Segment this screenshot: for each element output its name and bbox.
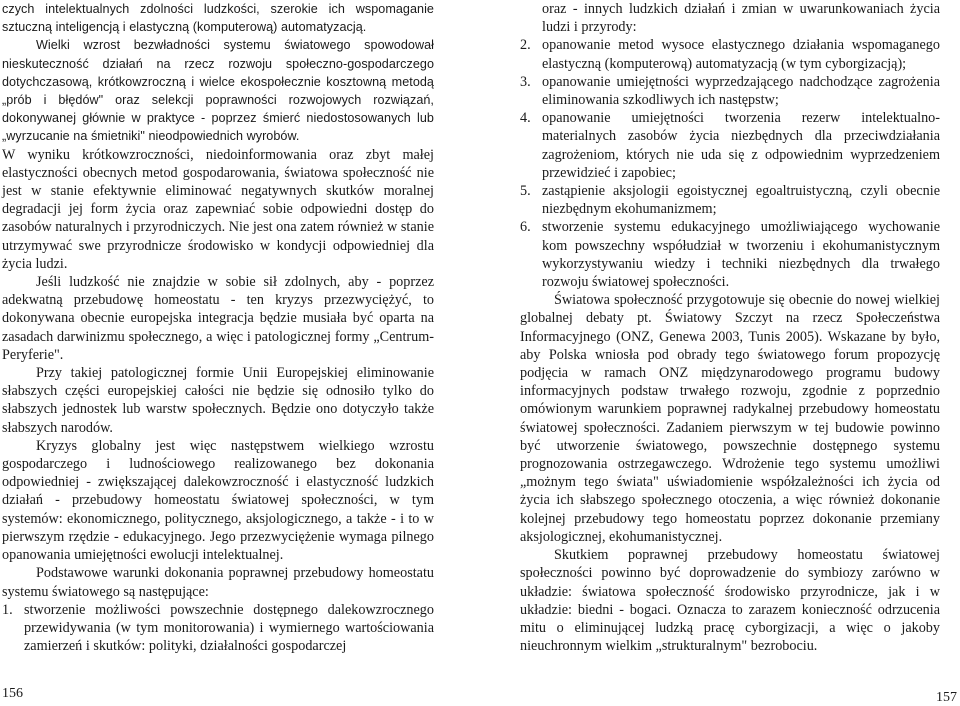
conditions-list [2,601,434,656]
list-item-text: opanowanie umiejętności wyprzedzającego nadchodzące zagrożenia eliminowania szkodliwych ich następstw; [542,73,940,109]
page-number: 157 [936,690,957,705]
right-page-text-column [520,0,940,655]
list-item-number: 2. [520,37,531,54]
conditions-list [520,36,940,291]
list-item [2,601,434,656]
paragraph: Światowa społeczność przygotowuje się obecnie do nowej wielkiej globalnej debaty pt. Światowy Szczyt na rzecz Społeczeństwa Informacyjnego (ONZ, Genewa 2003, Tunis 2005). Wskazane by było, aby Polska wniosła pod obrady tego światowego forum propozycję podjęcia w ramach ONZ międzynarodowego programu budowy informacyjnych podstaw trwałego rozwoju, zgodnie z poprzednio omówionym warunkiem poprawnej radykalnej przebudowy homeostatu światowej społeczności. Zadaniem pierwszym w tej budowie powinno być utworzenie światowego, powszechnie dostępnego systemu prognozowania ostrzegawczego. Wdrożenie tego systemu umożliwi „możnym tego świata" uświadomienie współzależności ich życia od życia ich słabszego społecznego otoczenia, a więc również dokonanie kolejnej przebudowy tego homeostatu poprzez dokonanie przemiany aksjologicznej, ekohumanistycznej. [520,292,940,545]
paragraph: Podstawowe warunki dokonania poprawnej przebudowy homeostatu systemu światowego są następujące: [2,565,434,600]
list-item-continuation: oraz - innych ludzkich działań i zmian w uwarunkowaniach życia ludzi i przyrody: [542,1,940,36]
paragraph: Kryzys globalny jest więc następstwem wielkiego wzrostu gospodarczego i ludnościowego realizowanego bez dokonania odpowiedniej - zwiększającej dalekowzroczność i elastyczność ludzkich działań - przebudowy homeostatu światowej społeczności, w tym systemów: ekonomicznego, politycznego, aksjologicznego, a także - i to w pierwszym rzędzie - edukacyjnego. Jego przezwyciężenie wymaga pilnego opanowania umiejętności ewolucji intelektualnej. [2,437,434,564]
list-item-number: 3. [520,73,531,90]
list-item-number: 4. [520,110,531,127]
list-item [520,36,940,72]
page-number: 156 [2,686,23,701]
list-item-number: 6. [520,219,531,236]
list-item [520,109,940,182]
list-item [520,218,940,291]
paragraph: Wielki wzrost bezwładności systemu światowego spowodował nieskuteczność działań na rzecz rozwoju społeczno-gospodarczego dotychczasową, krótkowzroczną i wielce ekospołecznie kosztowną metodą „prób i błędów" oraz selekcji poprawności rozwojowych rozwiązań, dokonywanej głównie w praktyce - poprzez śmierć niedostosowanych lub „wyrzucanie na śmietniki" nieodpowiednich wyrobów. [2,38,434,144]
list-item-text: opanowanie metod wysoce elastycznego działania wspomaganego elastyczną (komputerową) automatyzacją (w tym cyborgizacją); [542,37,940,72]
list-item-text: stworzenie możliwości powszechnie dostępnego dalekowzrocznego przewidywania (w tym monitorowania) i wymiernego wartościowania zamierzeń i skutków: polityki, działalności gospodarczej [24,601,434,655]
left-page-text-column [2,0,434,655]
paragraph: czych intelektualnych zdolności ludzkości, szerokie ich wspomaganie sztuczną inteligencją i elastyczną (komputerową) automatyzacją. [2,2,434,35]
list-item-text: opanowanie umiejętności tworzenia rezerw intelektualno-materialnych zasobów życia niezbędnych dla przeciwdziałania zagrożeniom, których nie uda się z odpowiednim wyprzedzeniem przewidzieć i zapobiec; [542,110,940,181]
list-item [520,182,940,218]
list-item-number: 5. [520,183,531,200]
list-item-text: stworzenie systemu edukacyjnego umożliwiającego wychowanie kom powszechny współudział w tworzeniu i ekohumanistycznym wykorzystywaniu wiedzy i techniki niezbędnych dla trwałego rozwoju światowej społeczności. [542,219,940,291]
paragraph: Jeśli ludzkość nie znajdzie w sobie sił zdolnych, aby - poprzez adekwatną przebudowę homeostatu - ten kryzys przezwyciężyć, to dokonywana obecnie europejska integracja będzie musiała być oparta na zasadach darwinizmu społecznego, a więc i patologicznej formy „Centrum-Peryferie". [2,274,434,363]
paragraph: Przy takiej patologicznej formie Unii Europejskiej eliminowanie słabszych części europejskiej całości nie będzie się odnosiło tylko do słabszych jednostek lub warstw społecznych. Będzie ono dotyczyło także słabszych narodów. [2,365,434,436]
paragraph: W wyniku krótkowzroczności, niedoinformowania oraz zbyt małej elastyczności obecnych metod gospodarowania, światowa społeczność nie jest w stanie efektywnie eliminować negatywnych skutków moralnej degradacji jej form życia oraz zapewniać sobie odpowiedni dostęp do zasobów naturalnych i przyrodniczych. Nie jest ona zatem również w stanie utrzymywać swe przyrodnicze środowisko w kondycji odpowiedniej dla życia ludzi. [2,146,434,272]
list-item-text: zastąpienie aksjologii egoistycznej egoaltruistyczną, czyli obecnie niezbędnym ekohumanizmem; [542,183,940,218]
list-item [520,73,940,109]
list-item-number: 1. [2,601,13,618]
paragraph: Skutkiem poprawnej przebudowy homeostatu światowej społeczności powinno być doprowadzenie do symbiozy zarówno w układzie: światowa społeczność środowisko przyrodnicze, jak i w układzie: biedni - bogaci. Oznacza to zarazem konieczność odrzucenia mitu o eliminującej ludzką pracę cyborgizacji, a więc o jakoby nieuchronnym wielkim „strukturalnym" bezrobociu. [520,547,940,655]
right-page [480,0,960,706]
